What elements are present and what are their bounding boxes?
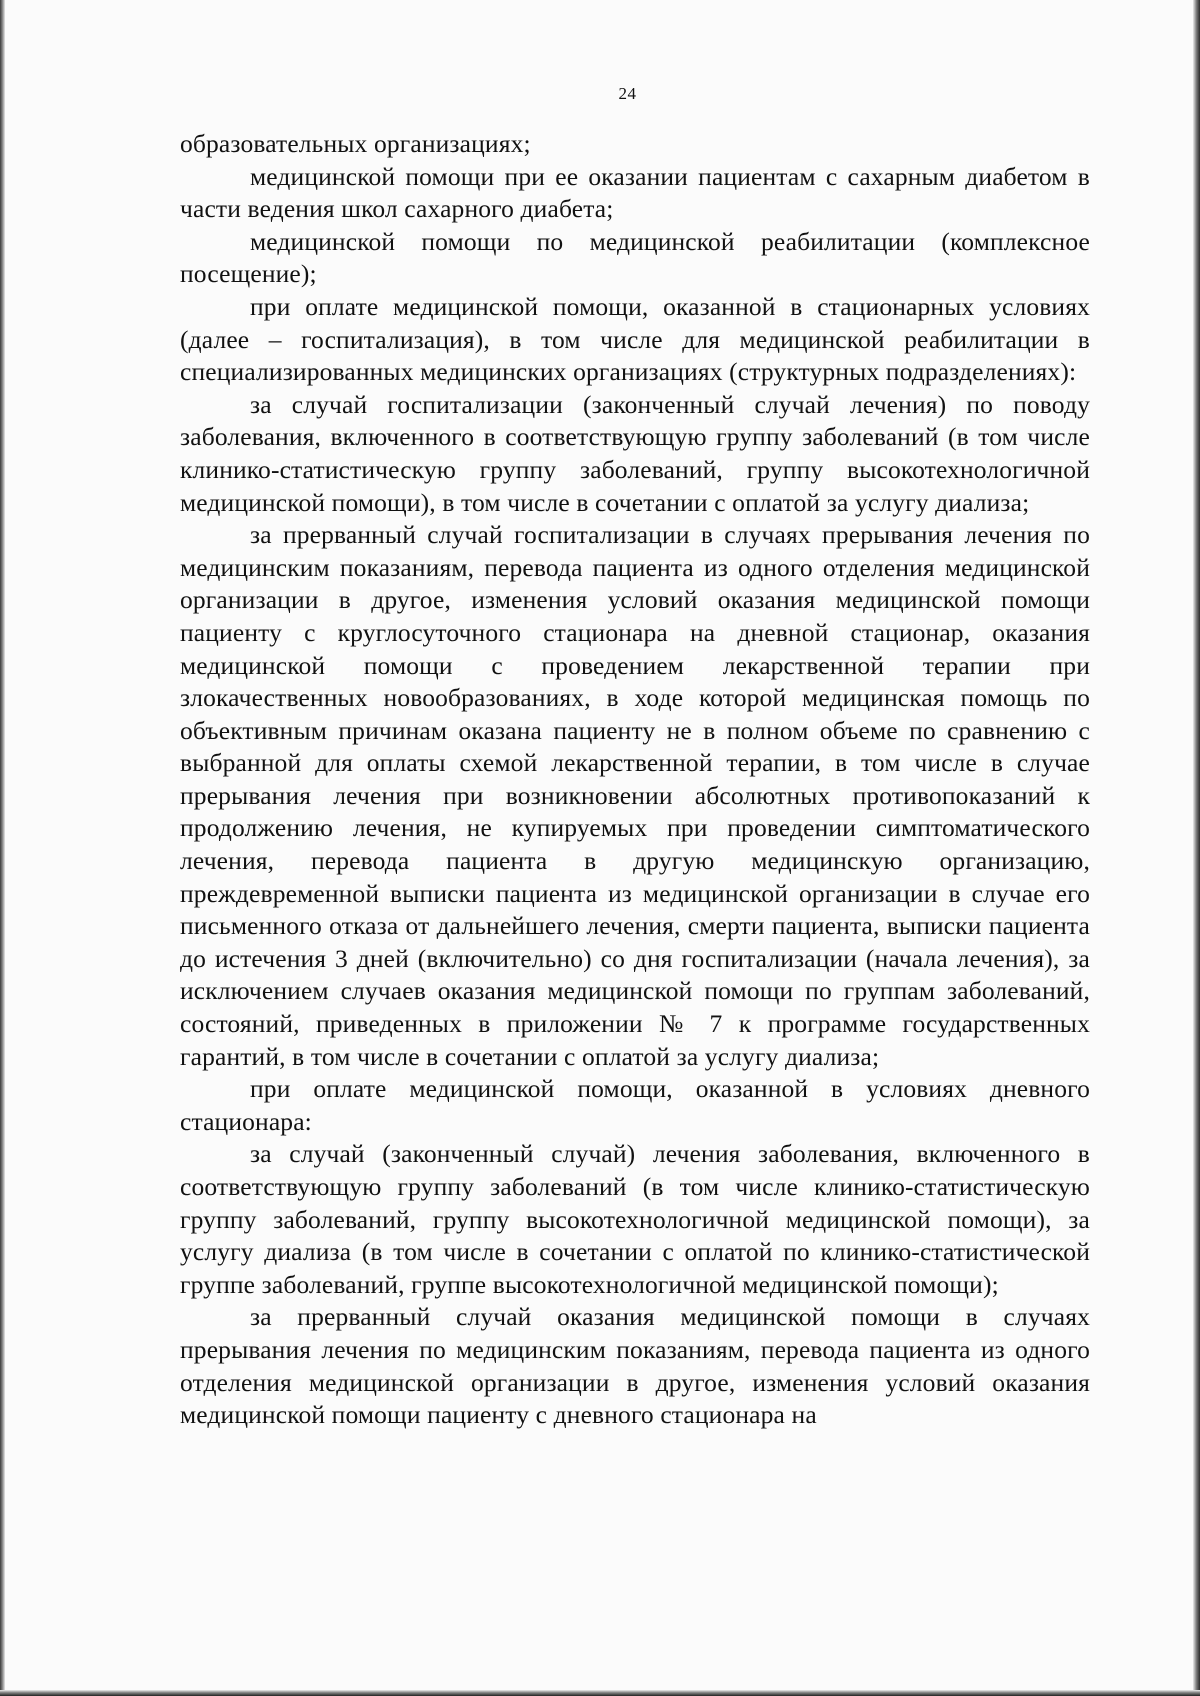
paragraph-6: за прерванный случай госпитализации в случаях прерывания лечения по медицинским показаниям, перевода пациента из одного отделения медицинской организации в другое, изменения условий оказания медицинской помощи пациенту с круглосуточного стационара на дневной стационар, оказания медицинской помощи с проведением лекарственной терапии при злокачественных новообразованиях, в ходе которой медицинская помощь по объективным причинам оказана пациенту не в полном объеме по сравнению с выбранной для оплаты схемой лекарственной терапии, в том числе в случае прерывания лечения при возникновении абсолютных противопоказаний к продолжению лечения, не купируемых при проведении симптоматического лечения, перевода пациента в другую медицинскую организацию, преждевременной выписки пациента из медицинской организации в случае его письменного отказа от дальнейшего лечения, смерти пациента, выписки пациента до истечения 3 дней (включительно) со дня госпитализации (начала лечения), за исключением случаев оказания медицинской помощи по группам заболеваний, состояний, приведенных в приложении № 7 к программе государственных гарантий, в том числе в сочетании с оплатой за услугу диализа; [180,520,1090,1071]
paragraph-2: медицинской помощи при ее оказании пациентам с сахарным диабетом в части ведения школ сахарного диабета; [180,161,1090,224]
paragraph-3: медицинской помощи по медицинской реабилитации (комплексное посещение); [180,226,1090,289]
paragraph-9: за прерванный случай оказания медицинской помощи в случаях прерывания лечения по медицинским показаниям, перевода пациента из одного отделения медицинской организации в другое, изменения условий оказания медицинской помощи пациенту с дневного стационара на [180,1302,1090,1430]
paragraph-4: при оплате медицинской помощи, оказанной в стационарных условиях (далее – госпитализация), в том числе для медицинской реабилитации в специализированных медицинских организациях (структурных подразделениях): [180,291,1090,387]
paragraph-5: за случай госпитализации (законченный случай лечения) по поводу заболевания, включенного в соответствующую группу заболеваний (в том числе клинико-статистическую группу заболеваний, группу высокотехнологичной медицинской помощи), в том числе в сочетании с оплатой за услугу диализа; [180,389,1090,517]
paragraph-1: образовательных организациях; [180,129,531,158]
paragraph-8: за случай (законченный случай) лечения заболевания, включенного в соответствующую группу заболеваний (в том числе клинико-статистическую группу заболеваний, группу высокотехнологичной медицинской помощи), за услугу диализа (в том числе в сочетании с оплатой по клинико-статистической группе заболеваний, группе высокотехнологичной медицинской помощи); [180,1139,1090,1299]
page-number: 24 [618,84,637,103]
paragraph-7: при оплате медицинской помощи, оказанной в условиях дневного стационара: [180,1074,1090,1136]
scan-edge-left [0,0,5,1696]
document-body [180,128,1090,1432]
scan-edge-right [1193,0,1200,1696]
scan-edge-bottom [0,1690,1200,1696]
